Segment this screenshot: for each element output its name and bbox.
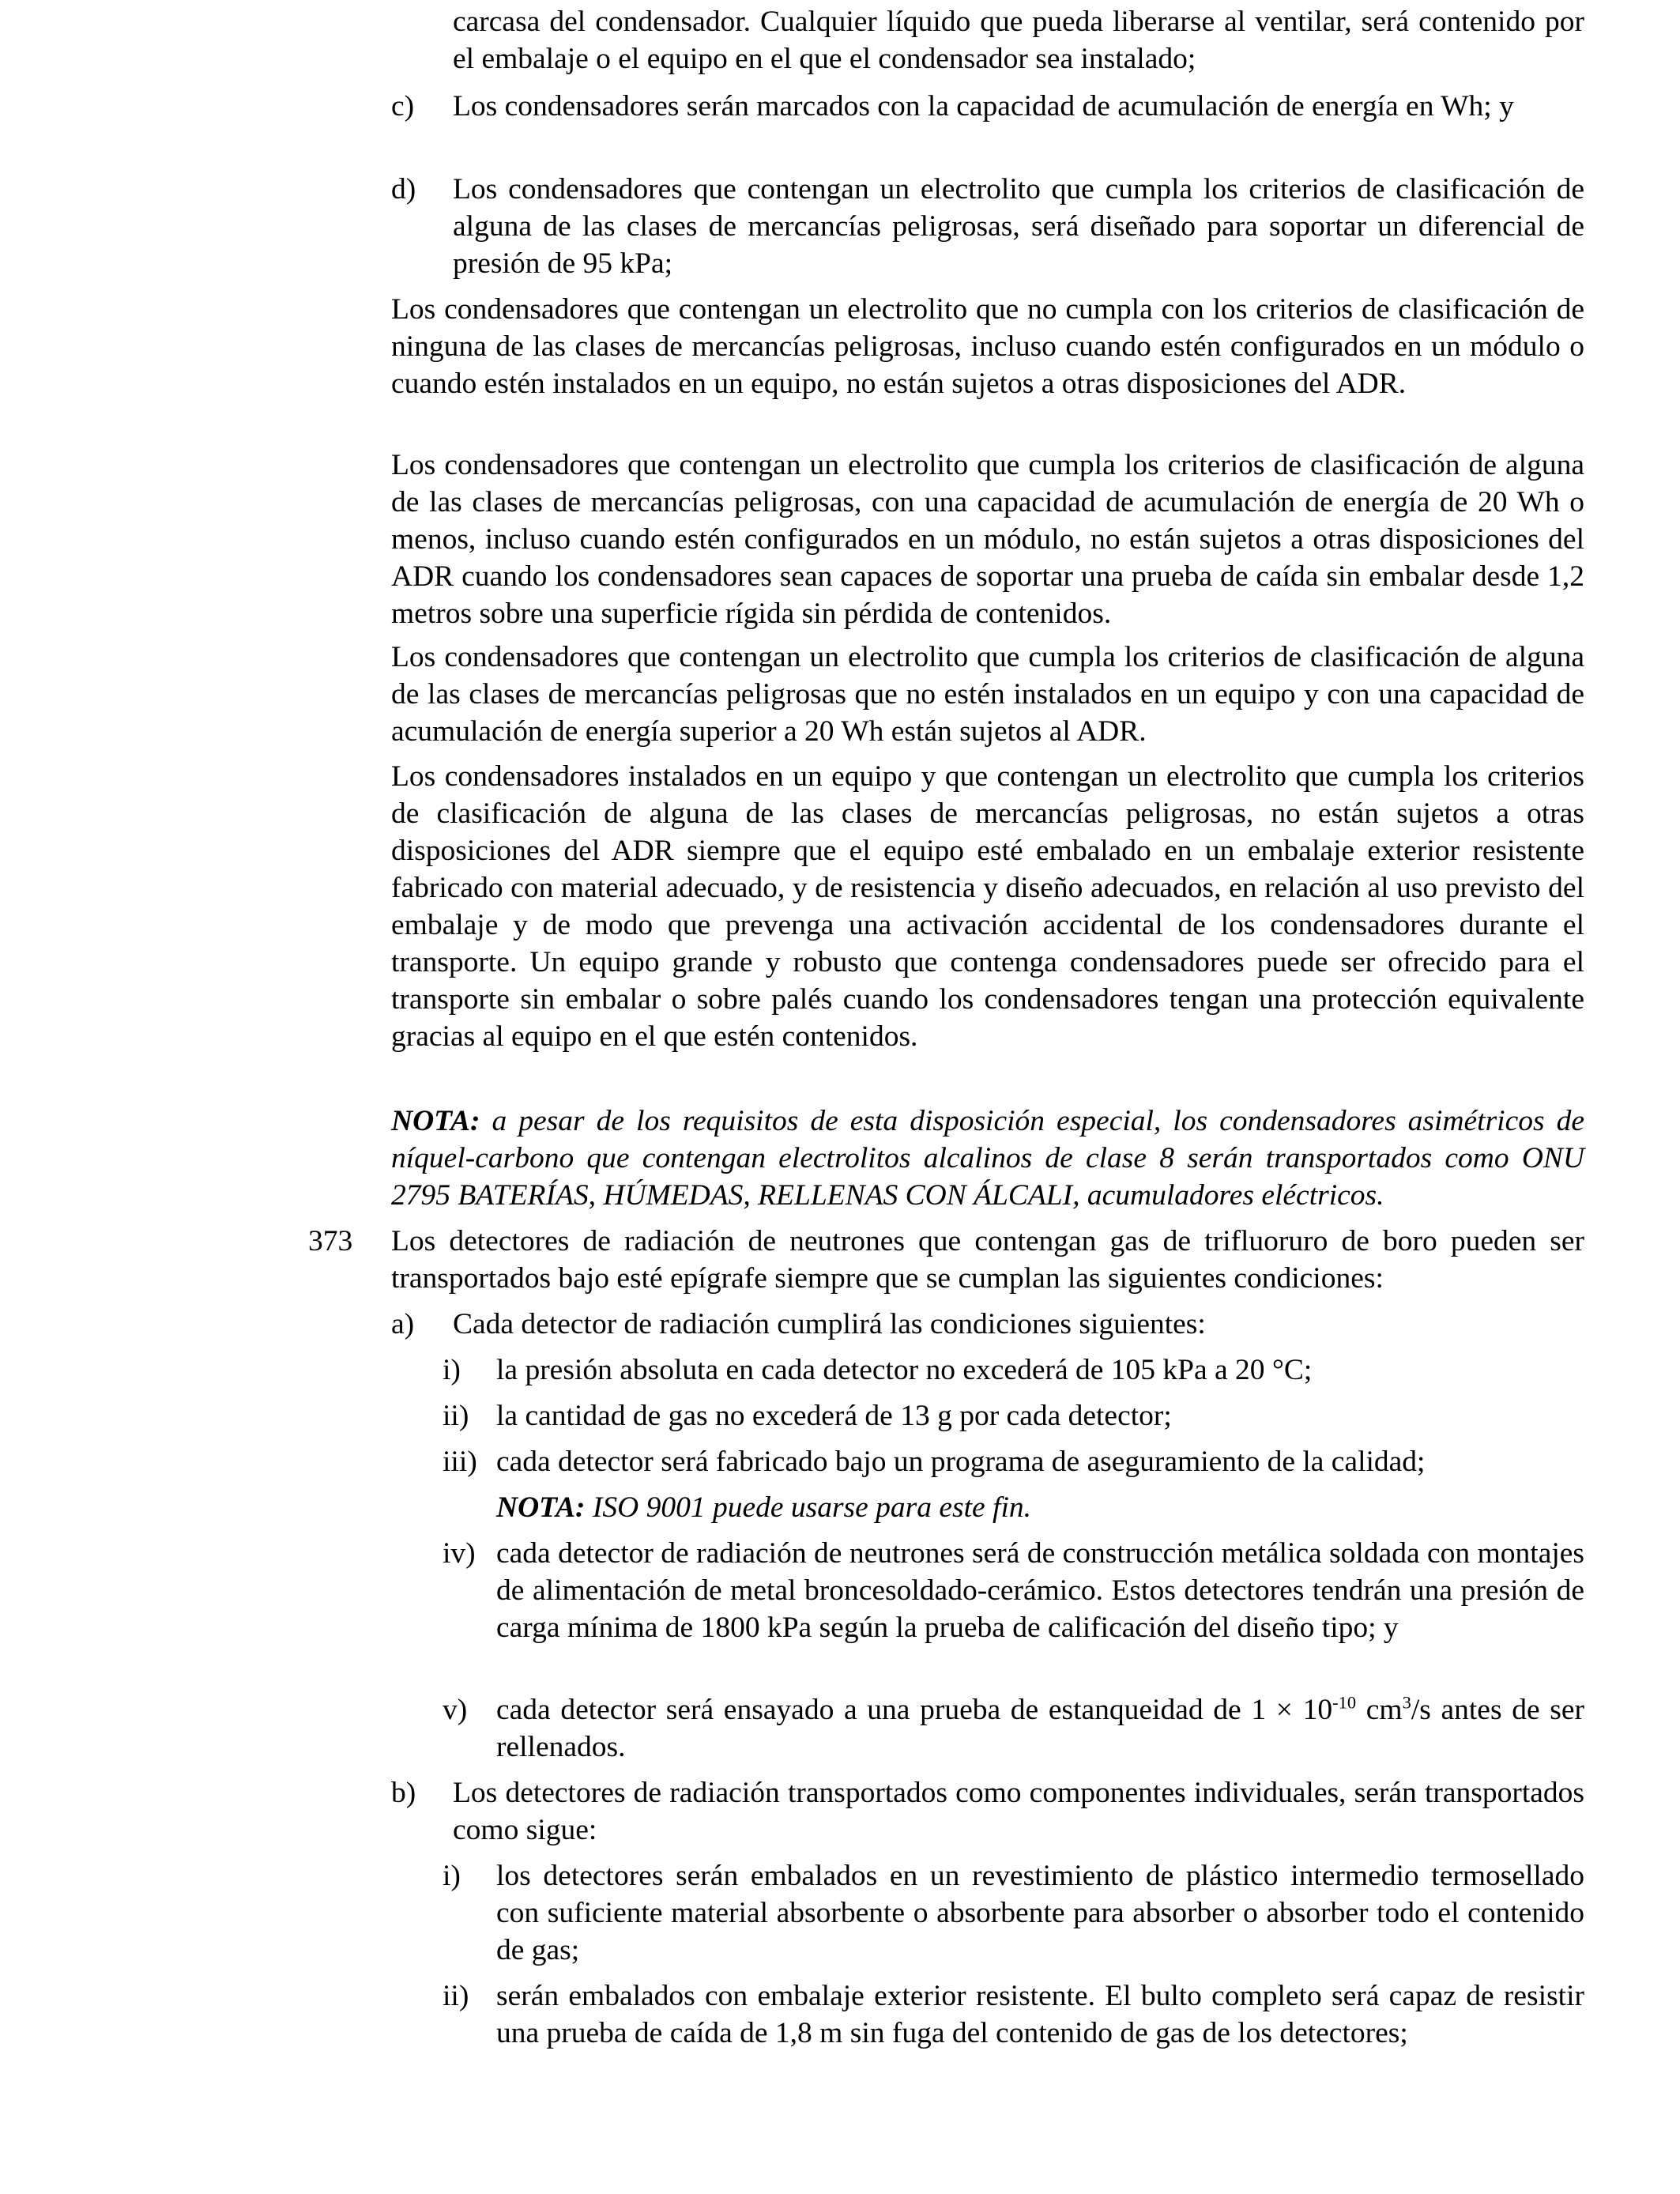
item-c — [391, 88, 1584, 125]
sp373-b-ii-label: ii) — [443, 1980, 469, 2012]
note-iso-label: NOTA: — [496, 1491, 586, 1524]
sp373-a-iii-label: iii) — [443, 1446, 477, 1478]
sp373-a-v — [443, 1691, 1584, 1766]
sp373-intro: Los detectores de radiación de neutrones que contengan gas de trifluoruro de boro pueden ser transportados bajo esté epígrafe siempre que se cumplan las siguientes condiciones: — [391, 1225, 1584, 1295]
sp373-a-iv-text: cada detector de radiación de neutrones será de construcción metálica soldada con montajes de alimentación de metal broncesoldado-cerámico. Estos detectores tendrán una presión de carga mínima de 1800 kPa según la prueba de calificación del diseño tipo; y — [496, 1537, 1584, 1644]
sp373-b-text: Los detectores de radiación transportados como componentes individuales, serán transportados como sigue: — [453, 1777, 1584, 1846]
sp373-b-label: b) — [391, 1777, 416, 1809]
paragraph-non-dangerous-electrolyte: Los condensadores que contengan un electrolito que no cumpla con los criterios de clasificación de ninguna de las clases de mercancías peligrosas, incluso cuando estén configurados en un módulo o cuando estén instalados en un equipo, no están sujetos a otras disposiciones del ADR. — [391, 293, 1584, 400]
sp373-a-iv — [443, 1535, 1584, 1646]
paragraph-over-20wh: Los condensadores que contengan un electrolito que cumpla los criterios de clasificación de alguna de las clases de mercancías peligrosas que no estén instalados en un equipo y con una capacidad de acumulación de energía superior a 20 Wh están sujetos al ADR. — [391, 641, 1584, 748]
note-nickel-carbon — [391, 1103, 1584, 1214]
sp373-a-v-text-mid: cm — [1356, 1694, 1403, 1726]
special-provision-number: 373 — [308, 1225, 353, 1257]
item-d-label: d) — [391, 173, 416, 205]
item-c-label: c) — [391, 90, 415, 123]
sp373-a-v-text-before: cada detector será ensayado a una prueba de estanqueidad de 1 × 10 — [496, 1694, 1333, 1726]
item-d-text: Los condensadores que contengan un electrolito que cumpla los criterios de clasificación de alguna de las clases de mercancías peligrosas, será diseñado para soportar un diferencial de presión de 95 kPa; — [453, 173, 1584, 280]
sp373-a-iii — [443, 1443, 1584, 1480]
sp373-a-iii-text: cada detector será fabricado bajo un programa de aseguramiento de la calidad; — [496, 1446, 1426, 1478]
sp373-b-i-text: los detectores serán embalados en un revestimiento de plástico intermedio termosellado con suficiente material absorbente o absorbente para absorber o absorber todo el contenido de gas; — [496, 1860, 1584, 1966]
sp373-a-iv-label: iv) — [443, 1537, 476, 1570]
item-d-prev-continuation: carcasa del condensador. Cualquier líquido que pueda liberarse al ventilar, será contenido por el embalaje o el equipo en el que el condensador sea instalado; — [453, 6, 1584, 75]
sp373-b-ii-text: serán embalados con embalaje exterior resistente. El bulto completo será capaz de resistir una prueba de caída de 1,8 m sin fuga del contenido de gas de los detectores; — [496, 1980, 1584, 2049]
sp373-b-ii — [443, 1977, 1584, 2052]
sp373-a-i-text: la presión absoluta en cada detector no excederá de 105 kPa a 20 °C; — [496, 1354, 1313, 1386]
sp373-a-i — [443, 1351, 1584, 1389]
note-label: NOTA: — [391, 1105, 480, 1137]
sp373-a-ii-label: ii) — [443, 1400, 469, 1432]
cubic-superscript: 3 — [1402, 1692, 1411, 1713]
note-text: a pesar de los requisitos de esta disposición especial, los condensadores asimétricos de níquel-carbono que contengan electrolitos alcalinos de clase 8 serán transportados como ONU 2795 BATERÍAS, HÚMEDAS, RELLENAS CON ÁLCALI, acumuladores eléctricos. — [391, 1105, 1584, 1212]
sp373-a-v-text-after: /s antes de ser rellenados. — [496, 1694, 1584, 1763]
sp373-b-i-label: i) — [443, 1860, 461, 1892]
sp373-a-ii-text: la cantidad de gas no excederá de 13 g por cada detector; — [496, 1400, 1172, 1432]
paragraph-installed-in-equipment: Los condensadores instalados en un equipo y que contengan un electrolito que cumpla los criterios de clasificación de alguna de las clases de mercancías peligrosas, no están sujetos a otras disposiciones del ADR siempre que el equipo esté embalado en un embalaje exterior resistente fabricado con material adecuado, y de resistencia y diseño adecuados, en relación al uso previsto del embalaje y de modo que prevenga una activación accidental de los condensadores durante el transporte. Un equipo grande y robusto que contenga condensadores puede ser ofrecido para el transporte sin embalar o sobre palés cuando los condensadores tengan una protección equivalente gracias al equipo en el que estén contenidos. — [391, 760, 1584, 1053]
sp373-item-a — [391, 1306, 1584, 1343]
sp373-a-v-text — [496, 1691, 1584, 1766]
exponent-superscript: -10 — [1332, 1692, 1357, 1713]
note-iso-text: ISO 9001 puede usarse para este fin. — [585, 1491, 1032, 1524]
paragraph-20wh-or-less: Los condensadores que contengan un electrolito que cumpla los criterios de clasificación de alguna de las clases de mercancías peligrosas, con una capacidad de acumulación de energía de 20 Wh o menos, incluso cuando estén configurados en un módulo, no están sujetos a otras disposiciones del ADR cuando los condensadores sean capaces de soportar una prueba de caída sin embalar desde 1,2 metros sobre una superficie rígida sin pérdida de contenidos. — [391, 449, 1584, 630]
sp373-a-ii — [443, 1397, 1584, 1434]
note-iso-9001 — [496, 1489, 1031, 1526]
item-d — [391, 171, 1584, 282]
sp373-item-b — [391, 1774, 1584, 1849]
sp373-a-i-label: i) — [443, 1354, 461, 1386]
sp373-a-text: Cada detector de radiación cumplirá las condiciones siguientes: — [453, 1308, 1206, 1340]
sp373-a-label: a) — [391, 1308, 415, 1340]
item-c-text: Los condensadores serán marcados con la capacidad de acumulación de energía en Wh; y — [453, 90, 1514, 123]
sp373-a-v-label: v) — [443, 1694, 468, 1726]
sp373-b-i — [443, 1857, 1584, 1969]
